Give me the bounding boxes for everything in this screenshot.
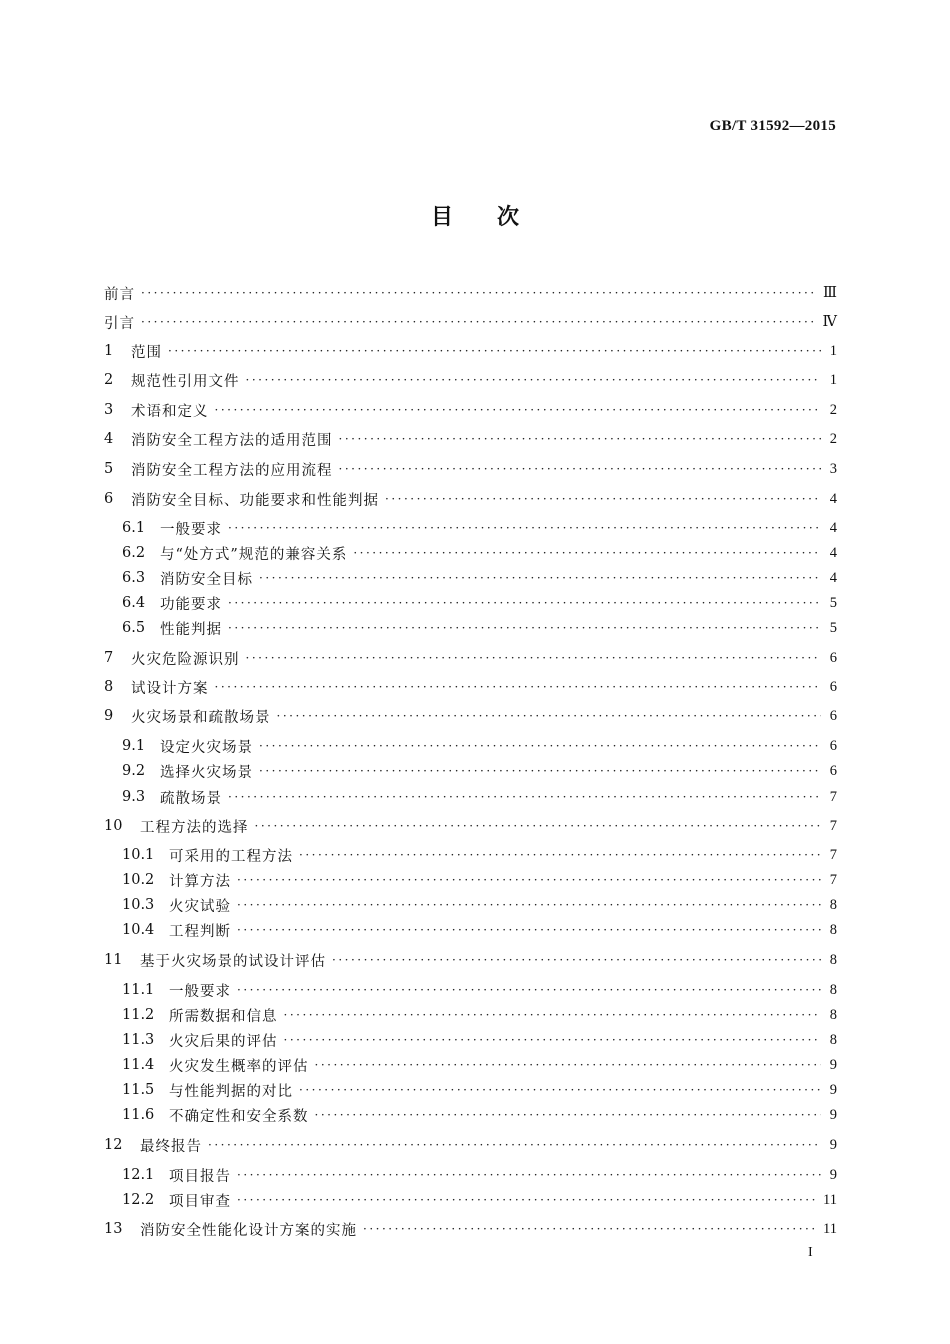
dot-leader [228, 520, 821, 536]
dot-leader [228, 789, 821, 805]
toc-entry-number: 10.1 [122, 847, 155, 863]
toc-entry-number: 2 [104, 372, 114, 388]
toc-entry[interactable] [104, 706, 837, 726]
toc-entry[interactable] [122, 1080, 837, 1100]
dot-leader [385, 491, 821, 507]
dot-leader [339, 461, 822, 477]
toc-entry-title: 火灾后果的评估 [169, 1033, 278, 1050]
toc-entry-page: 11 [823, 1191, 837, 1208]
toc-entry-title: 一般要求 [169, 983, 231, 1000]
toc-entry-page: 11 [823, 1220, 837, 1237]
toc-entry-number: 11.5 [122, 1082, 155, 1098]
dot-leader [332, 952, 821, 968]
dot-leader [237, 922, 821, 938]
dot-leader [141, 314, 817, 330]
toc-entry[interactable] [122, 761, 837, 781]
toc-entry-page: 4 [829, 519, 837, 536]
toc-entry-number: 6 [104, 491, 114, 507]
page-number: I [808, 1245, 813, 1260]
toc-entry-page: 1 [829, 342, 837, 359]
toc-entry-page: 8 [829, 921, 837, 938]
toc-entry-number: 11.2 [122, 1007, 155, 1023]
dot-leader [255, 818, 822, 834]
toc-entry-title: 与“处方式”规范的兼容关系 [160, 546, 348, 563]
toc-entry-page: 3 [829, 460, 837, 477]
toc-entry-title: 性能判据 [160, 621, 222, 638]
toc-entry-title: 选择火灾场景 [160, 764, 253, 781]
toc-entry-number: 9.2 [122, 763, 146, 779]
dot-leader [299, 847, 821, 863]
toc-entry-title: 工程判断 [169, 923, 231, 940]
dot-leader [246, 650, 822, 666]
toc-entry-number: 11.3 [122, 1032, 155, 1048]
toc-entry-title: 范围 [131, 344, 162, 361]
toc-entry[interactable] [104, 459, 837, 479]
toc-entry-title: 疏散场景 [160, 790, 222, 807]
toc-entry[interactable] [122, 895, 837, 915]
toc-entry[interactable] [122, 618, 837, 638]
toc-entry-title: 计算方法 [169, 873, 231, 890]
toc-entry[interactable] [104, 1135, 837, 1155]
toc-entry-title: 基于火灾场景的试设计评估 [140, 953, 326, 970]
toc-entry-title: 试设计方案 [131, 680, 209, 697]
toc-entry[interactable] [122, 736, 837, 756]
toc-entry-title: 消防安全目标 [160, 571, 253, 588]
toc-entry-number: 6.4 [122, 595, 146, 611]
toc-entry-number: 5 [104, 461, 114, 477]
dot-leader [284, 1032, 822, 1048]
dot-leader [259, 570, 821, 586]
dot-leader [215, 679, 822, 695]
dot-leader [339, 431, 822, 447]
toc-entry[interactable] [122, 920, 837, 940]
toc-entry-page: 2 [829, 401, 837, 418]
dot-leader [259, 763, 821, 779]
dot-leader [299, 1082, 821, 1098]
toc-entry-page: 6 [829, 737, 837, 754]
toc-entry[interactable] [104, 816, 837, 836]
toc-entry-number: 12.1 [122, 1167, 155, 1183]
dot-leader [228, 620, 821, 636]
toc-entry[interactable] [104, 489, 837, 509]
dot-leader [315, 1107, 822, 1123]
toc-entry[interactable] [122, 1165, 837, 1185]
toc-entry-page: 6 [829, 707, 837, 724]
dot-leader [315, 1057, 822, 1073]
toc-entry-title: 消防安全性能化设计方案的实施 [140, 1222, 357, 1239]
dot-leader [237, 1167, 821, 1183]
toc-entry-title: 最终报告 [140, 1138, 202, 1155]
toc-entry[interactable] [104, 1219, 837, 1239]
dot-leader [237, 1192, 817, 1208]
toc-entry-page: 9 [829, 1136, 837, 1153]
toc-entry-title: 火灾试验 [169, 898, 231, 915]
toc-entry[interactable] [122, 787, 837, 807]
dot-leader [168, 343, 821, 359]
dot-leader [363, 1221, 817, 1237]
dot-leader [228, 595, 821, 611]
toc-entry-title: 与性能判据的对比 [169, 1083, 293, 1100]
toc-entry-title: 功能要求 [160, 596, 222, 613]
dot-leader [215, 402, 822, 418]
toc-entry[interactable] [104, 400, 837, 420]
toc-entry-page: 8 [829, 896, 837, 913]
toc-entry-page: 9 [829, 1106, 837, 1123]
toc-entry-page: 7 [829, 846, 837, 863]
dot-leader [141, 285, 817, 301]
toc-entry[interactable] [122, 980, 837, 1000]
toc-entry-title: 火灾危险源识别 [131, 651, 240, 668]
toc-entry-title: 消防安全工程方法的应用流程 [131, 462, 333, 479]
toc-entry-page: 7 [829, 817, 837, 834]
toc-entry-page: 8 [829, 1006, 837, 1023]
toc-entry-title: 火灾发生概率的评估 [169, 1058, 309, 1075]
toc-entry[interactable] [122, 568, 837, 588]
toc-entry-number: 9 [104, 708, 114, 724]
toc-entry-number: 11.6 [122, 1107, 155, 1123]
dot-leader [237, 982, 821, 998]
toc-entry[interactable] [122, 870, 837, 890]
toc-entry[interactable] [122, 543, 837, 563]
page-title: 目次 [430, 204, 563, 230]
toc-entry[interactable] [122, 1105, 837, 1125]
dot-leader [277, 708, 822, 724]
toc-entry-number: 11.4 [122, 1057, 155, 1073]
toc-entry-page: 5 [829, 619, 837, 636]
toc-entry-title: 所需数据和信息 [169, 1008, 278, 1025]
toc-entry-title: 设定火灾场景 [160, 739, 253, 756]
dot-leader [259, 738, 821, 754]
toc-entry-number: 6.1 [122, 520, 146, 536]
toc-entry-number: 11 [104, 952, 123, 968]
toc-entry-title: 消防安全工程方法的适用范围 [131, 432, 333, 449]
toc-entry-number: 6.5 [122, 620, 146, 636]
toc-entry[interactable] [104, 429, 837, 449]
dot-leader [246, 372, 822, 388]
dot-leader [208, 1137, 821, 1153]
toc-entry-title: 规范性引用文件 [131, 373, 240, 390]
toc-entry-title: 项目审查 [169, 1193, 231, 1210]
standard-code: GB/T 31592—2015 [709, 118, 836, 134]
toc-entry-number: 1 [104, 343, 114, 359]
toc-entry-number: 4 [104, 431, 114, 447]
toc-entry[interactable] [122, 1005, 837, 1025]
toc-entry[interactable] [104, 312, 837, 332]
toc-entry[interactable] [104, 677, 837, 697]
toc-entry-page: 1 [829, 371, 837, 388]
toc-entry[interactable] [122, 1030, 837, 1050]
toc-entry-number: 10.2 [122, 872, 155, 888]
toc-entry-page: 6 [829, 649, 837, 666]
toc-entry-title: 前言 [104, 286, 135, 303]
toc-entry-number: 7 [104, 650, 114, 666]
toc-entry-page: 4 [829, 544, 837, 561]
toc-entry-page: 4 [829, 490, 837, 507]
toc-entry-page: 9 [829, 1081, 837, 1098]
toc-entry-page: 9 [829, 1166, 837, 1183]
toc-entry-title: 工程方法的选择 [140, 819, 249, 836]
toc-entry-number: 10 [104, 818, 123, 834]
toc-entry-number: 10.4 [122, 922, 155, 938]
toc-entry[interactable] [104, 341, 837, 361]
toc-entry[interactable] [104, 648, 837, 668]
toc-entry-number: 12.2 [122, 1192, 155, 1208]
toc-entry[interactable] [104, 370, 837, 390]
toc-entry-number: 12 [104, 1137, 123, 1153]
dot-leader [237, 872, 821, 888]
toc-entry-title: 一般要求 [160, 521, 222, 538]
toc-entry-page: 9 [829, 1056, 837, 1073]
toc-entry-title: 火灾场景和疏散场景 [131, 709, 271, 726]
toc-entry-title: 术语和定义 [131, 403, 209, 420]
toc-entry-page: 7 [829, 871, 837, 888]
toc-entry-number: 3 [104, 402, 114, 418]
toc-entry-number: 11.1 [122, 982, 155, 998]
toc-entry[interactable] [122, 1190, 837, 1210]
toc-entry[interactable] [104, 283, 837, 303]
toc-entry-number: 9.1 [122, 738, 146, 754]
toc-entry-number: 9.3 [122, 789, 146, 805]
toc-entry[interactable] [122, 1055, 837, 1075]
toc-entry-title: 项目报告 [169, 1168, 231, 1185]
toc-entry-page: 8 [829, 951, 837, 968]
toc-entry-page: 2 [829, 430, 837, 447]
toc-entry-page: 8 [829, 1031, 837, 1048]
toc-entry-title: 引言 [104, 315, 135, 332]
toc-entry-page: 8 [829, 981, 837, 998]
toc-entry-number: 6.2 [122, 545, 146, 561]
toc-entry-number: 10.3 [122, 897, 155, 913]
toc-entry-title: 可采用的工程方法 [169, 848, 293, 865]
toc-entry-page: 4 [829, 569, 837, 586]
dot-leader [237, 897, 821, 913]
toc-entry-page: 6 [829, 678, 837, 695]
toc-entry-number: 8 [104, 679, 114, 695]
toc-entry-number: 6.3 [122, 570, 146, 586]
toc-entry-page: 5 [829, 594, 837, 611]
toc-entry-page: 6 [829, 762, 837, 779]
toc-entry[interactable] [122, 518, 837, 538]
toc-entry-page: Ⅲ [823, 284, 837, 301]
toc-entry-page: 7 [829, 788, 837, 805]
toc-entry-page: Ⅳ [822, 313, 837, 330]
toc-entry[interactable] [104, 950, 837, 970]
toc-entry-title: 消防安全目标、功能要求和性能判据 [131, 492, 379, 509]
dot-leader [284, 1007, 822, 1023]
toc-entry[interactable] [122, 593, 837, 613]
toc-entry[interactable] [122, 845, 837, 865]
toc-entry-title: 不确定性和安全系数 [169, 1108, 309, 1125]
toc-entry-number: 13 [104, 1221, 123, 1237]
dot-leader [353, 545, 821, 561]
